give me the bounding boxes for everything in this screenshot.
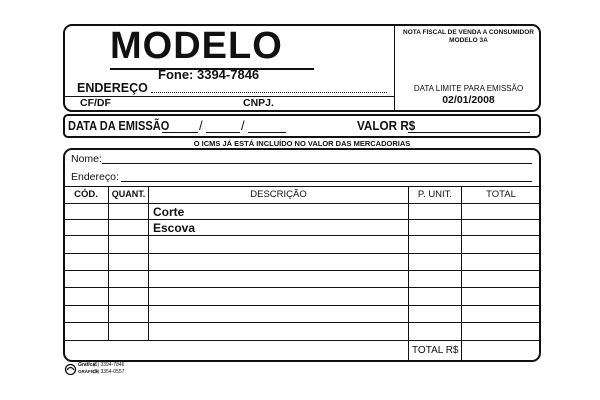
customer-address-label: Endereço:: [71, 171, 119, 183]
table-row-line: [64, 235, 540, 236]
total-label: TOTAL R$: [412, 345, 459, 356]
column-header-unit-price: P. UNIT.: [417, 189, 453, 200]
value-label: VALOR R$: [357, 118, 416, 133]
printer-phone-2: (6) 3354-0557: [93, 369, 125, 375]
address-dotted-line: [151, 92, 387, 93]
date-separator-2: /: [241, 118, 245, 133]
printer-name: Gráfica: [78, 362, 96, 368]
table-row-line: [64, 270, 540, 271]
printer-name-caps: GRÁFICA: [78, 369, 99, 374]
icms-notice: O ICMS JÁ ESTÁ INCLUÍDO NO VALOR DAS MERCADORIAS: [193, 139, 411, 148]
table-row-line: [64, 305, 540, 306]
row-description: Escova: [153, 221, 196, 235]
cnpj-label: CNPJ.: [243, 97, 274, 109]
company-phone: Fone: 3394-7846: [158, 67, 260, 82]
column-header-code: CÓD.: [74, 189, 98, 200]
emission-date-label: DATA DA EMISSÃO: [68, 118, 170, 133]
table-row-line: [64, 253, 540, 254]
customer-address-field[interactable]: [121, 181, 532, 182]
address-label: ENDEREÇO: [77, 81, 148, 95]
customer-name-label: Nome:: [71, 153, 102, 165]
date-separator-1: /: [199, 118, 203, 133]
table-row-line: [64, 322, 540, 323]
header-divider: [394, 25, 395, 111]
customer-name-field[interactable]: [102, 163, 532, 164]
header-inner-line: [64, 96, 394, 97]
table-row-line: [64, 340, 540, 341]
column-divider: [108, 186, 109, 340]
company-name: MODELO: [110, 25, 283, 67]
value-field[interactable]: [408, 132, 530, 133]
emission-day-field[interactable]: [162, 132, 198, 133]
doc-title-line2: MODELO 3A: [449, 37, 488, 44]
row-description: Corte: [153, 205, 185, 219]
printer-phone-1: (6) 3394-7846: [93, 362, 125, 368]
table-top-line: [64, 186, 540, 187]
column-header-total: TOTAL: [486, 189, 516, 200]
limit-label: DATA LIMITE PARA EMISSÃO: [413, 84, 524, 93]
column-header-description: DESCRIÇÃO: [250, 189, 307, 200]
printer-logo-icon: [64, 363, 77, 376]
column-header-quantity: QUANT.: [111, 189, 146, 199]
table-row-line: [64, 287, 540, 288]
doc-title-line1: NOTA FISCAL DE VENDA A CONSUMIDOR: [403, 29, 534, 36]
emission-year-field[interactable]: [248, 132, 286, 133]
column-divider: [148, 186, 149, 340]
emission-month-field[interactable]: [206, 132, 240, 133]
table-header-line: [64, 203, 540, 204]
cf-label: CF/DF: [80, 97, 111, 109]
column-divider: [408, 186, 409, 362]
column-divider: [461, 186, 462, 362]
limit-date: 02/01/2008: [442, 94, 495, 106]
table-row-line: [64, 219, 540, 220]
